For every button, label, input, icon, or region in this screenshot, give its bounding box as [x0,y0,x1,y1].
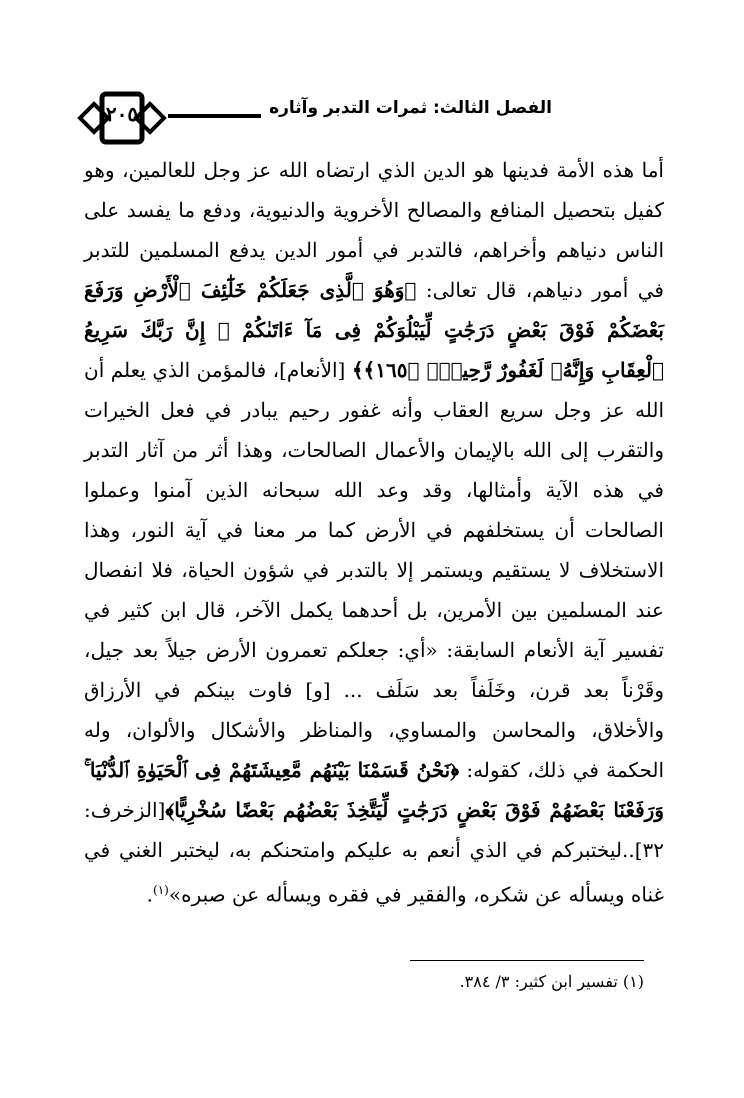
main-text [84,150,664,915]
footnote: (١) تفسير ابن كثير: ٣/ ٣٨٤. [459,972,644,991]
text-end: . [146,882,154,907]
quran-verse-2: ﴿نَحْنُ قَسَمْنَا بَيْنَهُم مَّعِيشَتَهُمْ فِى ٱلْحَيَوٰةِ ٱلدُّنْيَا ۚ وَرَفَعْنَا بَعْضَهُمْ فَوْقَ بَعْضٍ دَرَجَٰتٍ لِّيَتَّخِذَ بَعْضُهُم بَعْضًا سُخْرِيًّا﴾ [84,758,664,822]
page-number: ٢٠٥ [105,102,139,126]
footnote-marker: (١) [153,883,169,897]
verse-reference-2: [الزخرف: ٣٢] [84,798,664,862]
page-header [72,88,652,148]
text-part-3: ..ليختبركم في الذي أنعم به عليكم وامتحنكم به، ليختبر الغني في غناه ويسأله عن شكره، والفقير في فقره ويسأله عن صبره» [84,838,664,907]
footnote-divider [410,960,644,961]
text-part-1: أما هذه الأمة فدينها هو الدين الذي ارتضاه الله عز وجل للعالمين، وهو كفيل بتحصيل المنافع والمصالح الأخروية والدنيوية، ودفع ما يفسد على الناس دنياهم وأخراهم، فالتدبر في أمور الدين يدفع المسلمين للتدبر في أمور دنياهم، قال تعالى: [84,158,664,302]
quran-verse-1: ﴿وَهُوَ ٱلَّذِى جَعَلَكُمْ خَلَٰٓئِفَ ٱلْأَرْضِ وَرَفَعَ بَعْضَكُمْ فَوْقَ بَعْضٍ دَرَجَٰتٍ لِّيَبْلُوَكُمْ فِى مَآ ءَاتَىٰكُمْ ۗ إِنَّ رَبَّكَ سَرِيعُ ٱلْعِقَابِ وَإِنَّهُۥ لَغَفُورٌ رَّحِيمٌۢ ﴿١٦٥﴾﴾ [84,278,664,382]
text-part-2: ، فالمؤمن الذي يعلم أن الله عز وجل سريع العقاب وأنه غفور رحيم يبادر في فعل الخيرات والتقرب إلى الله بالإيمان والأعمال الصالحات، وهذا أثر من آثار التدبر في هذه الآية وأمثالها، وقد وعد الله سبحانه الذين آمنوا وعملوا الصالحات أن يستخلفهم في الأرض كما مر معنا في آية النور، وهذا الاستخلاف لا يستقيم ويستمر إلا بالتدبر في شؤون الحياة، فلا انفصال عند المسلمين بين الأمرين، بل أحدهما يكمل الآخر، قال ابن كثير في تفسير آية الأنعام السابقة: «أي: جعلكم تعمرون الأرض جيلاً بعد جيل، وقَرْناً بعد قرن، وخَلَفاً بعد سَلَف ... [و] فاوت بينكم في الأرزاق والأخلاق، والمحاسن والمساوي، والمناظر والأشكال والألوان، وله الحكمة في ذلك، كقوله: [84,358,665,782]
verse-reference-1: [الأنعام] [279,358,346,382]
paragraph [84,150,664,915]
chapter-title: الفصل الثالث: ثمرات التدبر وآثاره [261,98,560,118]
